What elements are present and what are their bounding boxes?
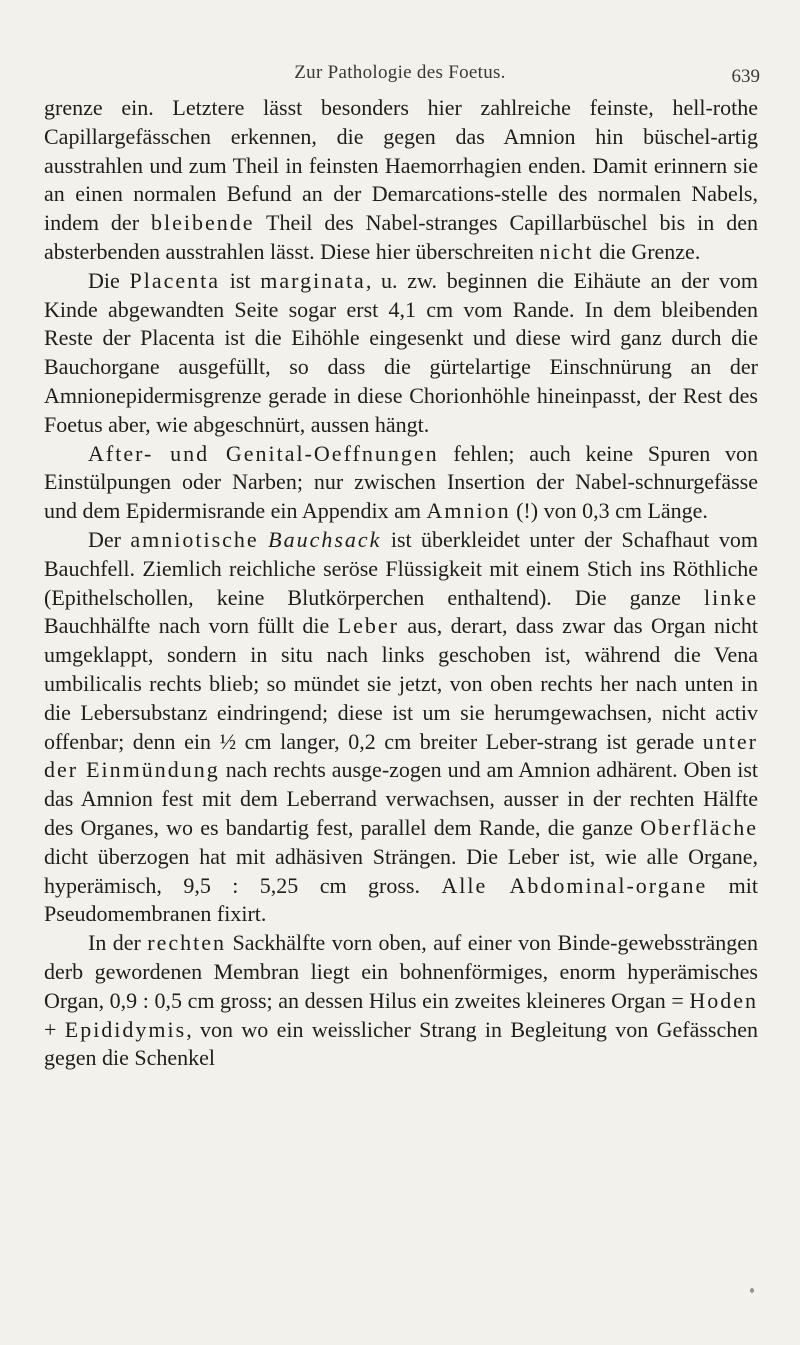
text-segment: Oberfläche xyxy=(640,814,758,840)
text-segment: In der xyxy=(88,930,148,956)
text-segment: dicht überzogen hat mit adhäsiven Strängen. Die Leber ist, wie alle Organe, hyperämisch, 9,5 : 5,25 cm gross. xyxy=(44,843,758,898)
text-segment: , von wo ein weisslicher Strang in Begleitung von Gefässchen gegen die Schenkel xyxy=(44,1016,758,1071)
text-segment: Bauchsack xyxy=(268,526,382,552)
text-segment: nach rechts ausge-zogen und am Amnion adhärent. Oben ist das Amnion fest mit dem Leberrand verwachsen, ausser in der rechten Hälfte des Organes, wo es bandartig fest, parallel dem Rande, die ganze xyxy=(44,757,758,840)
text-segment: marginata xyxy=(260,267,366,293)
text-segment: rechten xyxy=(147,930,227,956)
text-segment: ist überkleidet unter der Schafhaut vom Bauchfell. Ziemlich reichliche seröse Flüssigkeit mit einem Stich ins Röthliche (Epithelschollen, keine Blutkörperchen enthaltend). Die ganze xyxy=(44,526,758,610)
text-segment: + xyxy=(44,1016,65,1042)
text-segment: Alle Abdominal-organe xyxy=(441,872,708,898)
paragraph-placenta-marginata xyxy=(44,267,758,440)
text-segment: amniotische xyxy=(130,526,259,552)
text-segment: After- und Genital-Oeffnungen xyxy=(88,440,439,466)
text-segment: Sackhälfte vorn oben, auf einer von Binde-gewebssträngen derb gewordenen Membran liegt ein bohnenförmiges, enorm hyperämisches Organ, 0,9 : 0,5 cm gross; an dessen Hilus ein zweites kleineres Organ = xyxy=(44,930,758,1013)
text-segment: Hoden xyxy=(689,987,758,1013)
text-segment: Epididymis xyxy=(64,1016,187,1042)
paragraph-placenta-border xyxy=(44,94,758,267)
text-segment: , u. zw. beginnen die Eihäute an der vom Kinde abgewandten Seite sogar erst 4,1 cm vom Rande. In dem bleibenden Reste der Placenta ist die Eihöhle eingesenkt und diese wird ganz durch die Bauchorgane ausgefüllt, so dass die gürtelartige Einschnürung an der Amnionepidermisgrenze gerade in diese Chorionhöhle hineinpasst, der Rest des Foetus aber, wie abgeschnürt, aussen hängt. xyxy=(44,267,759,437)
text-segment: ist xyxy=(220,267,261,293)
paragraph-right-sac-half xyxy=(44,929,758,1073)
text-segment: Bauchhälfte nach vorn füllt die xyxy=(44,613,338,639)
paragraph-anal-genital-openings xyxy=(44,440,758,526)
text-segment: nicht xyxy=(539,238,594,264)
text-segment: Leber xyxy=(337,613,400,639)
text-segment: unter der Einmündung xyxy=(44,728,758,783)
text-segment xyxy=(259,527,268,552)
ink-speck xyxy=(750,1288,754,1293)
text-segment: Amnion xyxy=(426,498,511,524)
body-text xyxy=(44,94,758,1073)
text-segment: Placenta xyxy=(129,267,221,293)
text-segment: (!) von 0,3 cm Länge. xyxy=(510,498,708,524)
text-segment: bleibende xyxy=(150,210,255,236)
page-number: 639 xyxy=(731,66,760,87)
text-segment: die Grenze. xyxy=(593,238,701,264)
text-segment: Die xyxy=(88,267,130,293)
paragraph-amniotic-abdominal-sac xyxy=(44,526,758,929)
text-segment: mit Pseudomembranen fixirt. xyxy=(44,872,758,927)
text-segment: aus, derart, dass zwar das Organ nicht umgeklappt, sondern in situ nach links geschoben ist, während die Vena umbilicalis rechts blieb; so mündet sie jetzt, von oben rechts her nach unten in die Lebersubstanz eindringend; diese ist um sie herumgewachsen, nicht activ offenbar; denn ein ½ cm langer, 0,2 cm breiter Leber-strang ist gerade xyxy=(44,613,758,754)
text-segment: linke xyxy=(704,584,758,610)
text-segment: Der xyxy=(88,526,131,552)
text-segment: grenze ein. Letztere lässt besonders hier zahlreiche feinste, hell-rothe Capillargefässchen erkennen, die gegen das Amnion hin büschel-artig ausstrahlen und zum Theil in feinsten Haemorrhagien enden. Damit erinnern sie an einen normalen Befund an der Demarcations-stelle des normalen Nabels, indem der xyxy=(44,95,758,236)
text-segment: Theil des Nabel-stranges Capillarbüschel bis in den absterbenden ausstrahlen lässt. Diese hier überschreiten xyxy=(44,210,758,264)
running-title: Zur Pathologie des Foetus. xyxy=(294,62,506,83)
text-segment: fehlen; auch keine Spuren von Einstülpungen oder Narben; nur zwischen Insertion der Nabel-schnurgefässe und dem Epidermisrande ein Appendix am xyxy=(44,440,758,524)
